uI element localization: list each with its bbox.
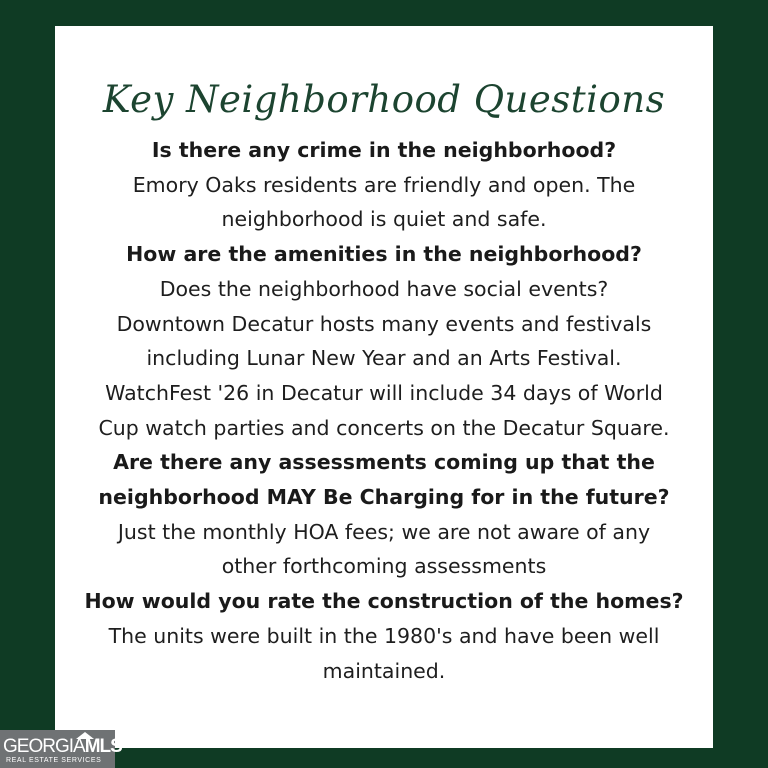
answer-amenities-line-5: Cup watch parties and concerts on the Decatur Square. (98, 415, 670, 440)
question-assessments-line-1: Are there any assessments coming up that the (113, 450, 655, 475)
georgia-mls-watermark (0, 730, 122, 768)
answer-crime-line-1: Emory Oaks residents are friendly and open. The (132, 172, 636, 197)
content-card (55, 26, 713, 748)
answer-amenities-line-2: Downtown Decatur hosts many events and festivals (116, 311, 652, 336)
answer-construction-line-2: maintained. (322, 658, 446, 683)
watermark-tagline: REAL ESTATE SERVICES (6, 757, 102, 764)
watermark-brand-left: GEORGIA (3, 736, 85, 757)
answer-amenities-line-1: Does the neighborhood have social events? (159, 276, 609, 301)
question-crime: Is there any crime in the neighborhood? (151, 138, 617, 162)
answer-crime-line-2: neighborhood is quiet and safe. (221, 207, 547, 232)
answer-amenities-line-3: including Lunar New Year and an Arts Festival. (146, 346, 622, 371)
question-construction: How would you rate the construction of the homes? (84, 589, 684, 614)
answer-construction-line-1: The units were built in the 1980's and have been well (108, 623, 660, 648)
qa-content (55, 133, 713, 688)
answer-amenities-line-4: WatchFest '26 in Decatur will include 34 days of World (105, 380, 663, 405)
watermark-brand-right: MLS (84, 736, 122, 757)
answer-assessments-line-2: other forthcoming assessments (221, 554, 547, 579)
watermark-brand (3, 737, 122, 757)
question-assessments-line-2: neighborhood MAY Be Charging for in the future? (98, 485, 670, 510)
answer-assessments-line-1: Just the monthly HOA fees; we are not aware of any (117, 519, 651, 544)
question-amenities: How are the amenities in the neighborhood? (126, 242, 642, 267)
page-title: Key Neighborhood Questions (102, 78, 666, 121)
